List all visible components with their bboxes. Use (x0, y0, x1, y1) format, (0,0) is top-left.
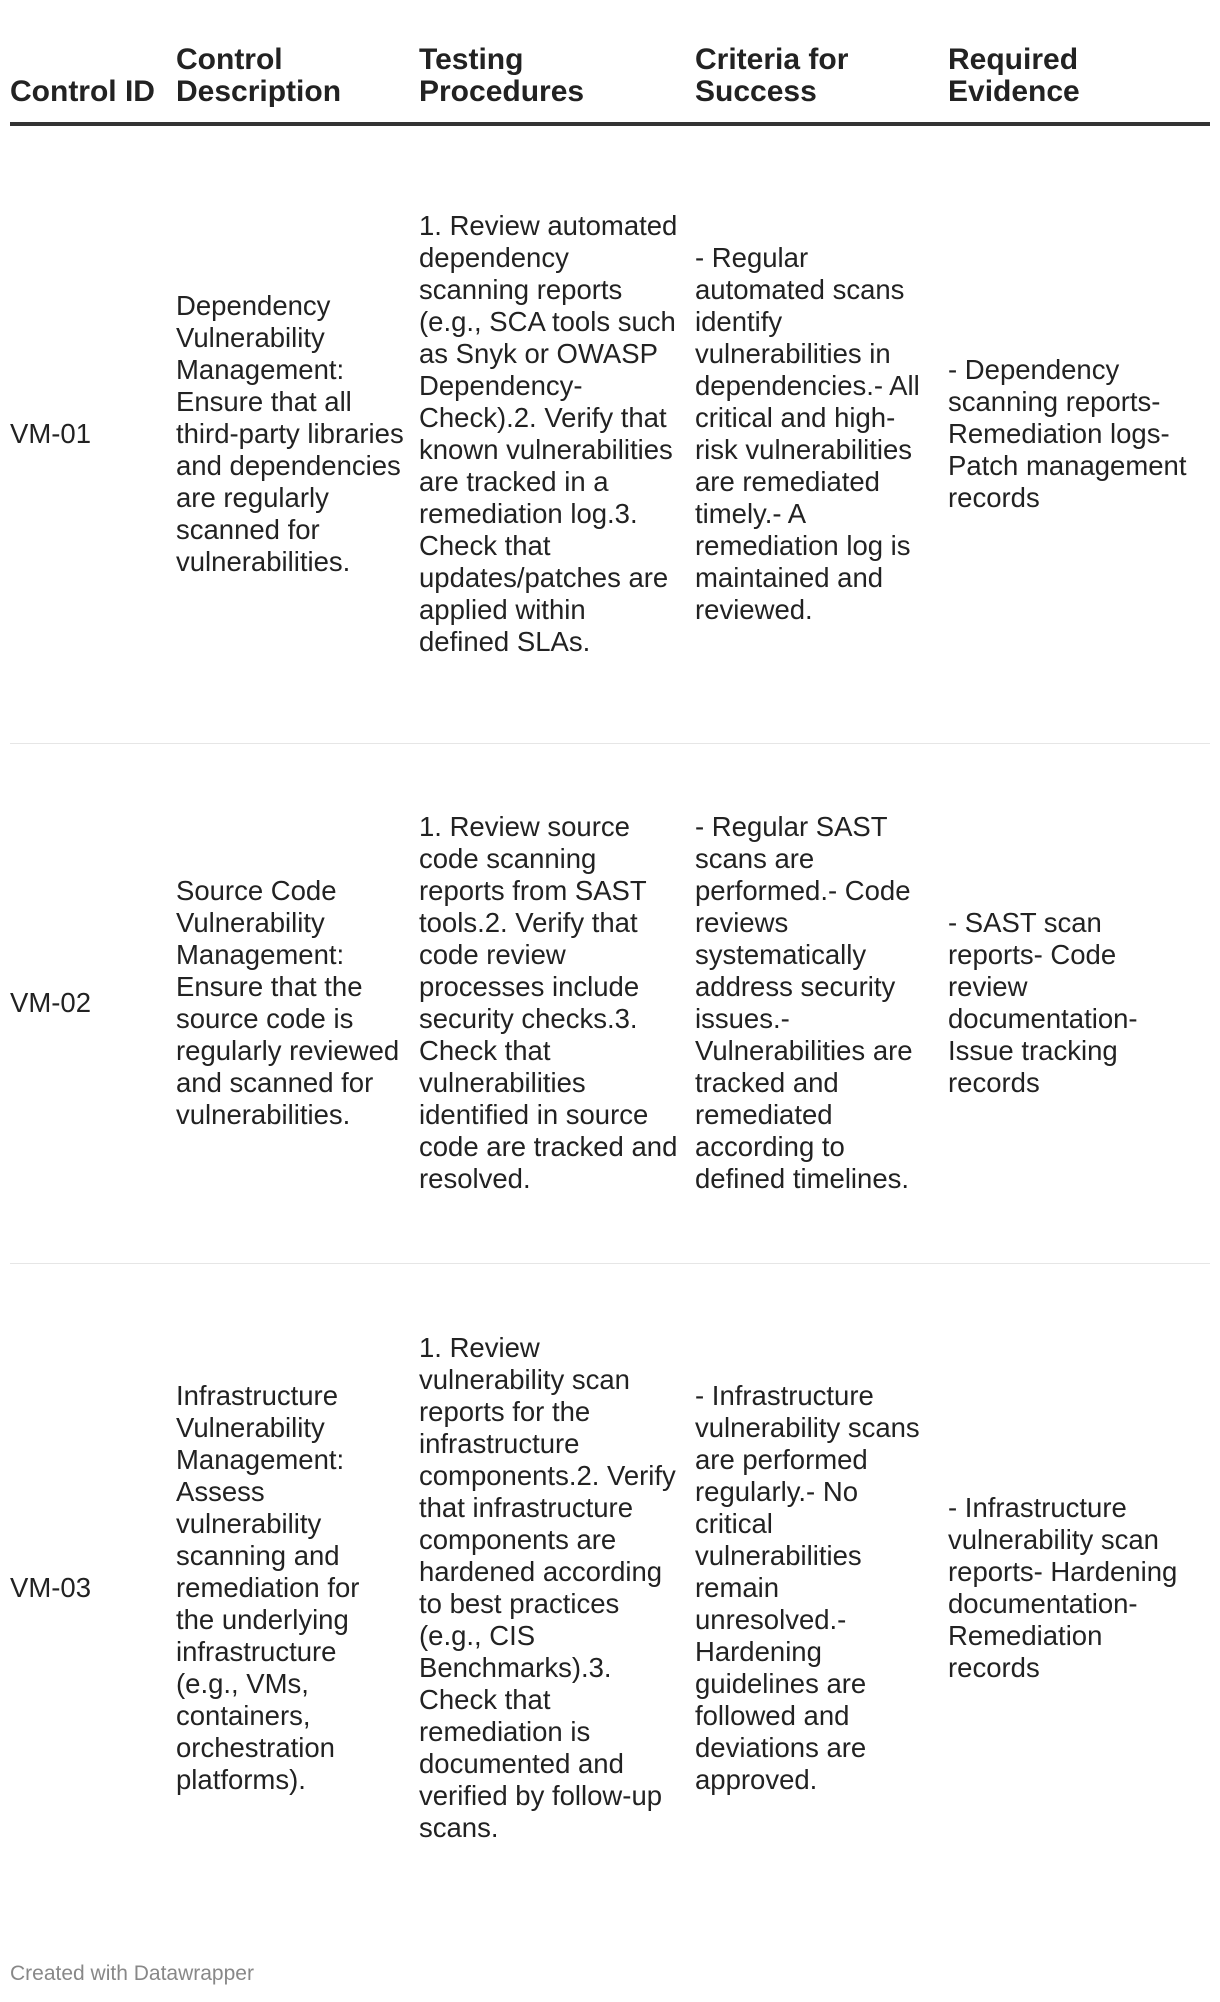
cell-control-id: VM-02 (10, 743, 176, 1263)
cell-control-id: VM-01 (10, 124, 176, 743)
cell-control-id: VM-03 (10, 1572, 91, 1604)
header-control-id[interactable]: Control ID (10, 44, 176, 124)
cell-criteria-for-success: - Infrastructure vulnerability scans are performed regularly.- No critical vulnerabilities remain unresolved.- Hardening guidelines are followed and deviations are approved. (695, 1380, 920, 1796)
cell-criteria-for-success: - Regular SAST scans are performed.- Code reviews systematically address security issues.- Vulnerabilities are tracked and remediated according to defined timelines. (695, 743, 948, 1263)
cell-required-evidence: - SAST scan reports- Code review documentation- Issue tracking records (948, 743, 1210, 1263)
table-row (10, 124, 1210, 743)
header-testing-procedures[interactable]: Testing Procedures (419, 44, 695, 124)
cell-control-description: Source Code Vulnerability Management: Ensure that the source code is regularly reviewed and scanned for vulnerabilities. (176, 743, 419, 1263)
table-row (10, 743, 1210, 1263)
header-criteria-for-success[interactable]: Criteria for Success (695, 44, 948, 124)
datawrapper-credit[interactable]: Created with Datawrapper (10, 1962, 254, 1985)
header-control-description[interactable]: Control Description (176, 44, 419, 124)
cell-testing-procedures: 1. Review vulnerability scan reports for the infrastructure components.2. Verify that infrastructure components are hardened according to best practices (e.g., CIS Benchmarks).3. Check that remediation is documented and verified by follow-up scans. (419, 1332, 676, 1844)
cell-control-description: Infrastructure Vulnerability Management: Assess vulnerability scanning and remediation for the underlying infrastructure (e.g., VMs, containers, orchestration platforms). (176, 1380, 360, 1796)
controls-table (10, 44, 1210, 1913)
table-scroll-container[interactable] (10, 44, 1210, 1913)
table-row (10, 1263, 1210, 1913)
cell-testing-procedures: 1. Review source code scanning reports from SAST tools.2. Verify that code review processes include security checks.3. Check that vulnerabilities identified in source code are tracked and resolved. (419, 743, 695, 1263)
cell-testing-procedures: 1. Review automated dependency scanning reports (e.g., SCA tools such as Snyk or OWASP Dependency-Check).2. Verify that known vulnerabilities are tracked in a remediation log.3. Check that updates/patches are applied within defined SLAs. (419, 124, 695, 743)
header-required-evidence[interactable]: Required Evidence (948, 44, 1210, 124)
cell-control-description: Dependency Vulnerability Management: Ensure that all third-party libraries and dependencies are regularly scanned for vulnerabilities. (176, 124, 419, 743)
cell-criteria-for-success: - Regular automated scans identify vulnerabilities in dependencies.- All critical and high-risk vulnerabilities are remediated timely.- A remediation log is maintained and reviewed. (695, 124, 948, 743)
cell-required-evidence: - Infrastructure vulnerability scan reports- Hardening documentation- Remediation records (948, 1492, 1178, 1684)
header-row (10, 44, 1210, 124)
cell-required-evidence: - Dependency scanning reports- Remediation logs- Patch management records (948, 124, 1210, 743)
